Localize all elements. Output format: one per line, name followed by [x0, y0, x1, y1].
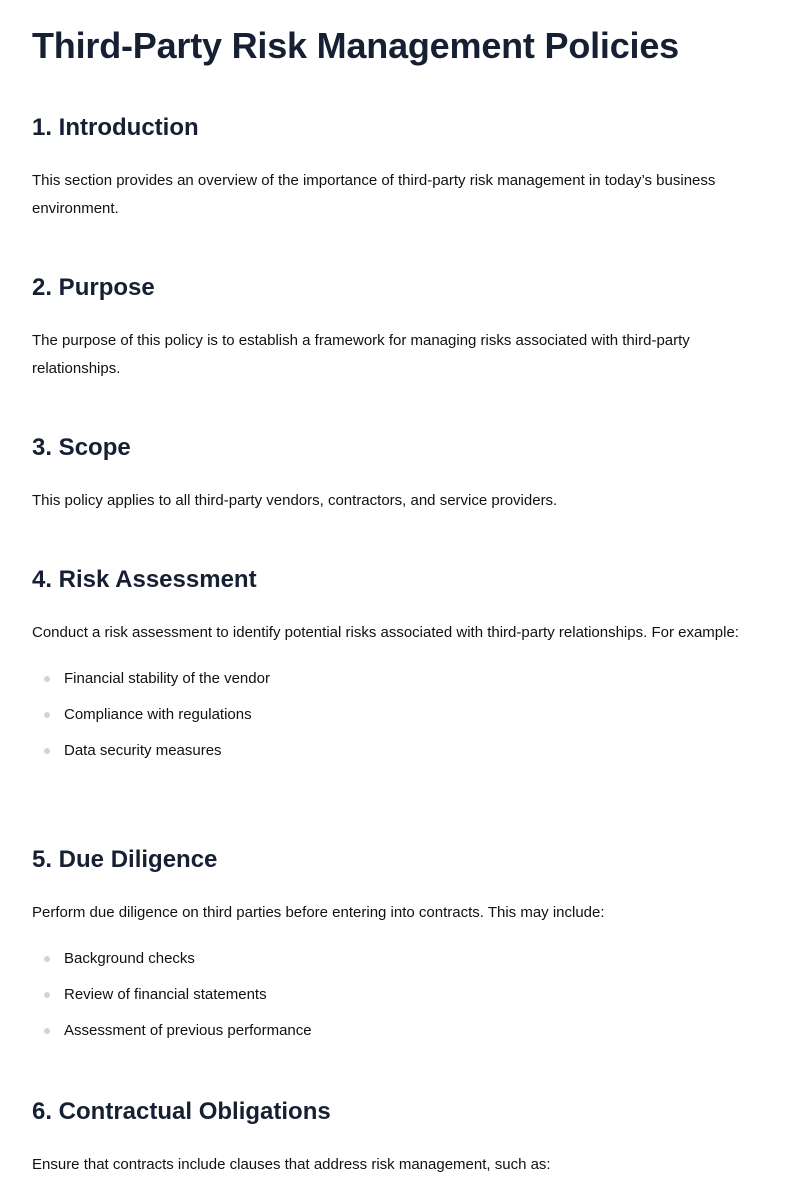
bullet-dot-icon	[44, 992, 50, 998]
list-item	[32, 669, 768, 705]
section-heading: 2. Purpose	[32, 274, 155, 301]
section-text: Ensure that contracts include clauses that address risk management, such as:	[32, 1156, 551, 1173]
bullet-dot-icon	[44, 956, 50, 962]
due-diligence-list	[32, 949, 768, 1057]
list-item-text: Background checks	[64, 950, 195, 967]
section-scope	[32, 433, 768, 515]
list-item	[32, 985, 768, 1021]
bullet-dot-icon	[44, 676, 50, 682]
section-text: This policy applies to all third-party vendors, contractors, and service providers.	[32, 492, 558, 509]
list-item	[32, 949, 768, 985]
section-purpose	[32, 273, 768, 383]
section-contractual-obligations	[32, 1097, 768, 1179]
list-item	[32, 1021, 768, 1057]
bullet-dot-icon	[44, 1028, 50, 1034]
bullet-dot-icon	[44, 748, 50, 754]
section-due-diligence	[32, 845, 768, 1057]
section-text: This section provides an overview of the importance of third-party risk management in today’s business environment.	[32, 172, 716, 217]
bullet-dot-icon	[44, 712, 50, 718]
section-text: Perform due diligence on third parties before entering into contracts. This may include:	[32, 904, 605, 921]
list-item-text: Compliance with regulations	[64, 706, 252, 723]
section-introduction	[32, 113, 768, 223]
section-heading: 6. Contractual Obligations	[32, 1098, 331, 1125]
section-heading: 5. Due Diligence	[32, 846, 218, 873]
risk-assessment-list	[32, 669, 768, 777]
list-item-text: Financial stability of the vendor	[64, 670, 270, 687]
section-text: Conduct a risk assessment to identify potential risks associated with third-party relationships. For example:	[32, 624, 739, 641]
list-item-text: Assessment of previous performance	[64, 1022, 312, 1039]
list-item-text: Data security measures	[64, 742, 222, 759]
list-item-text: Review of financial statements	[64, 986, 267, 1003]
section-risk-assessment	[32, 565, 768, 777]
section-heading: 1. Introduction	[32, 114, 199, 141]
page-title: Third-Party Risk Management Policies	[32, 25, 679, 66]
list-item	[32, 705, 768, 741]
section-heading: 3. Scope	[32, 434, 131, 461]
list-item	[32, 741, 768, 777]
section-heading: 4. Risk Assessment	[32, 566, 257, 593]
section-text: The purpose of this policy is to establish a framework for managing risks associated with third-party relationships.	[32, 332, 690, 377]
